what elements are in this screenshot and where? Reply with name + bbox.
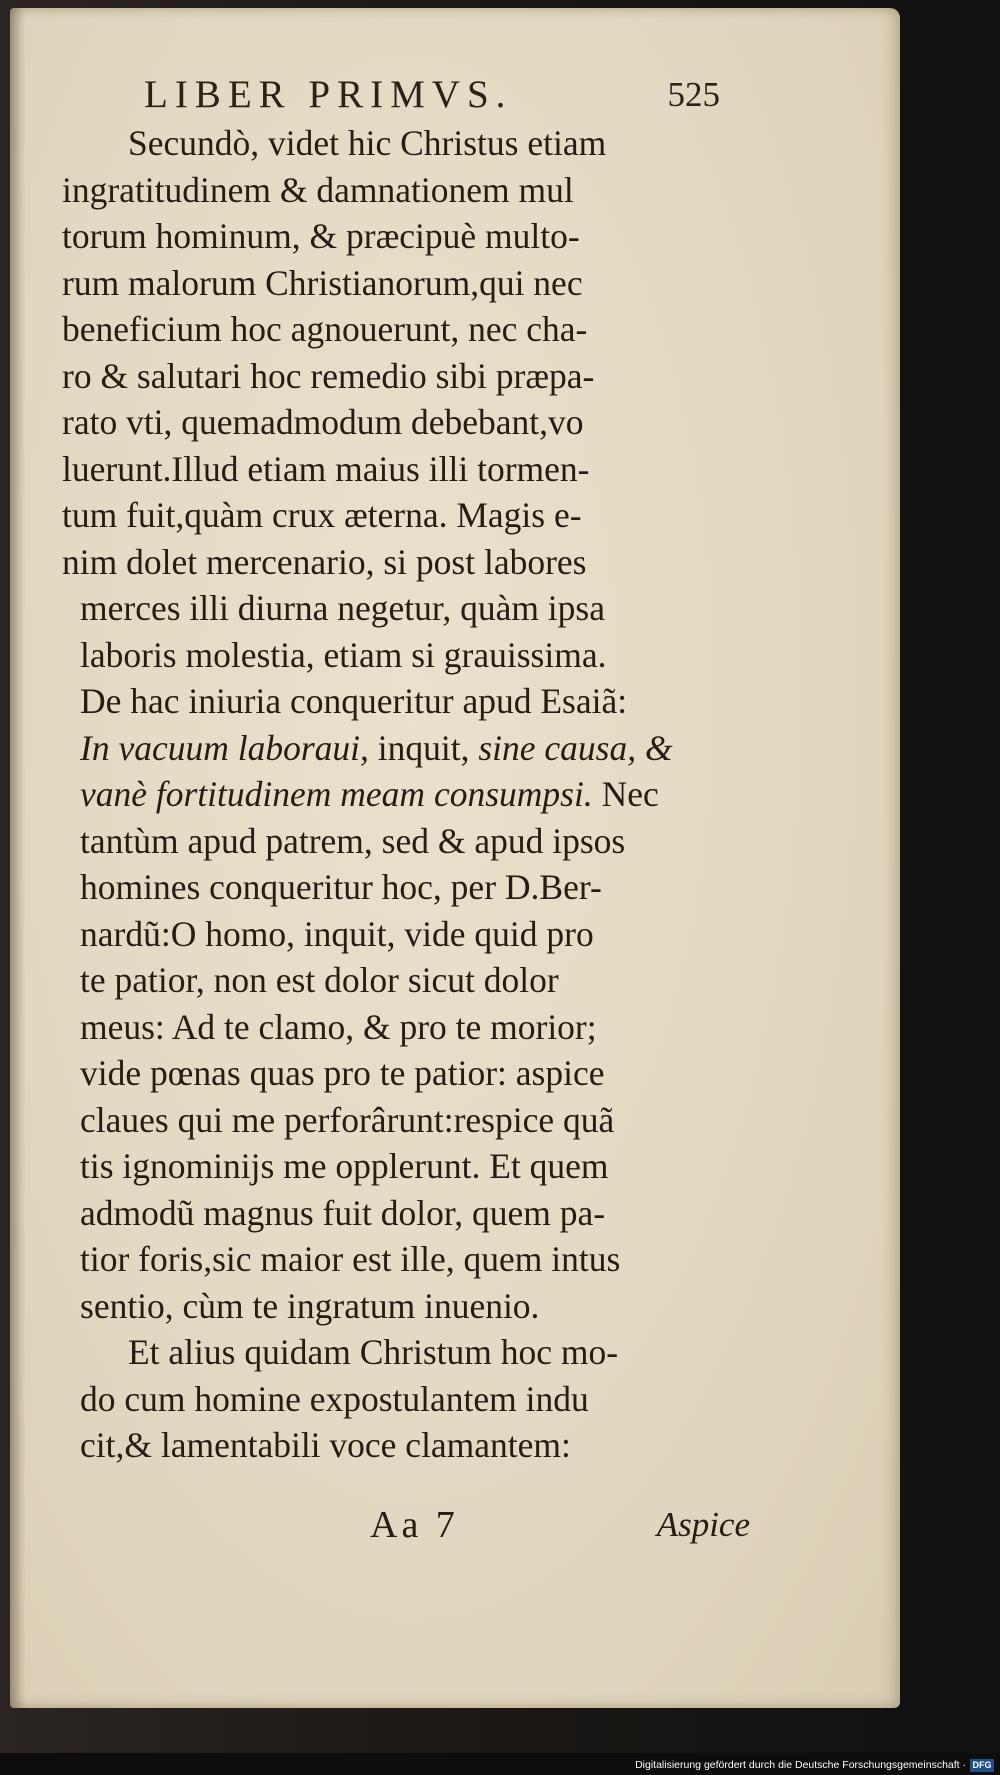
text-line: torum hominum, & præcipuè multo- xyxy=(62,216,580,256)
text-line: Et alius quidam Christum hoc mo- xyxy=(128,1332,619,1372)
body-text xyxy=(62,120,742,1469)
text-line: rato vti, quemadmodum debebant,vo xyxy=(62,402,584,442)
catchword: Aspice xyxy=(656,1505,750,1544)
text-line: cit,& lamentabili voce clamantem: xyxy=(80,1425,571,1465)
digitization-credit: Digitalisierung gefördert durch die Deutsche Forschungsgemeinschaft · xyxy=(635,1759,966,1771)
text-line: vide pœnas quas pro te patior: aspice xyxy=(80,1053,605,1093)
scripture-quote-line xyxy=(62,725,742,772)
italic-quote: In vacuum laboraui, xyxy=(80,727,369,768)
text-line: tantùm apud patrem, sed & apud ipsos xyxy=(80,820,626,861)
text-line: De hac iniuria conqueritur apud Esaiã: xyxy=(80,681,628,721)
text-line: meus: Ad te clamo, & pro te morior; xyxy=(80,1006,597,1047)
text-line: ro & salutari hoc remedio sibi præpa- xyxy=(62,355,595,396)
signature-mark: Aa 7 xyxy=(370,1504,459,1546)
credit-bar xyxy=(0,1753,1000,1775)
text-line: nim dolet mercenario, si post labores xyxy=(62,541,587,582)
text-line: beneficium hoc agnouerunt, nec cha- xyxy=(62,309,588,349)
text-line: tum fuit,quàm crux æterna. Magis e- xyxy=(62,495,582,535)
text-line: tior foris,sic maior est ille, quem intus xyxy=(80,1239,621,1279)
scripture-quote-line xyxy=(62,771,742,818)
text-line: Secundò, videt hic Christus etiam xyxy=(128,123,607,163)
text-line: tis ignominijs me opplerunt. Et quem xyxy=(80,1146,609,1186)
italic-quote: vanè fortitudinem meam consumpsi. xyxy=(80,774,593,814)
page-footer xyxy=(370,1495,750,1555)
italic-quote: sine causa, & xyxy=(478,727,673,768)
text-line: claues qui me perforârunt:respice quã xyxy=(80,1099,615,1140)
text-line: laboris molestia, etiam si grauissima. xyxy=(80,634,607,675)
text-line: nardũ:O homo, inquit, vide quid pro xyxy=(80,913,594,954)
book-page xyxy=(10,8,900,1708)
quote-inquit: inquit, xyxy=(368,727,479,768)
text-line: admodũ magnus fuit dolor, quem pa- xyxy=(80,1192,606,1233)
running-title: LIBER PRIMVS. xyxy=(144,73,513,116)
text-line: do cum homine expostulantem indu xyxy=(80,1378,589,1419)
page-header xyxy=(130,70,720,120)
dfg-logo-icon: DFG xyxy=(970,1759,994,1772)
text-line: sentio, cùm te ingratum inuenio. xyxy=(80,1285,540,1326)
text-line: te patior, non est dolor sicut dolor xyxy=(80,960,559,1000)
quote-continuation: Nec xyxy=(592,774,659,814)
text-line: luerunt.Illud etiam maius illi tormen- xyxy=(62,448,590,489)
page-gutter-shadow xyxy=(10,8,26,1708)
text-line: homines conqueritur hoc, per D.Ber- xyxy=(80,867,602,907)
text-line: merces illi diurna negetur, quàm ipsa xyxy=(80,588,605,628)
text-line: rum malorum Christianorum,qui nec xyxy=(62,262,583,303)
page-number: 525 xyxy=(667,75,720,114)
text-line: ingratitudinem & damnationem mul xyxy=(62,169,574,210)
